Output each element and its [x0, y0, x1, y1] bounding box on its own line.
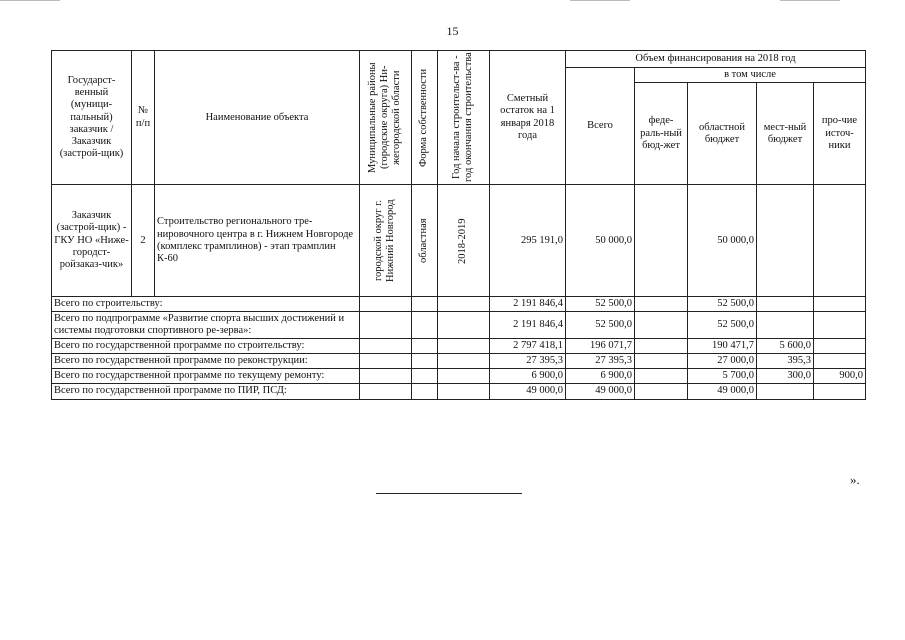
- header-district-text: Муниципальные районы (городские округа) Ни-жегородской области: [367, 62, 403, 173]
- object-ownership-text: областная: [418, 218, 430, 263]
- empty-cell: [412, 384, 438, 399]
- object-total: 50 000,0: [566, 185, 635, 297]
- object-customer: Заказчик (застрой-щик) - ГКУ НО «Ниже-городст-ройзаказ-чик»: [52, 185, 132, 297]
- summary-label: Всего по государственной программе по реконструкции:: [52, 354, 360, 369]
- summary-row-repair: [52, 369, 866, 384]
- summary-regional: 190 471,7: [688, 339, 757, 354]
- summary-federal: [635, 297, 688, 312]
- header-total: Всего: [566, 68, 635, 185]
- empty-cell: [412, 354, 438, 369]
- empty-cell: [360, 384, 412, 399]
- object-ownership: [412, 185, 438, 297]
- object-years: [438, 185, 490, 297]
- header-local: мест-ный бюджет: [757, 83, 814, 185]
- empty-cell: [438, 297, 490, 312]
- empty-cell: [360, 297, 412, 312]
- object-district-text: городской округ г. Нижний Новгород: [373, 199, 397, 282]
- summary-row-reconstruction: [52, 354, 866, 369]
- summary-local: 300,0: [757, 369, 814, 384]
- header-ownership: [412, 51, 438, 185]
- summary-label: Всего по государственной программе по текущему ремонту:: [52, 369, 360, 384]
- header-district: [360, 51, 412, 185]
- summary-federal: [635, 384, 688, 399]
- header-years-text: Год начала строительст-ва - год окончания строительства: [451, 52, 475, 183]
- object-name: Строительство регионального тре-нировочного центра в г. Нижнем Новгороде (комплекс трамплинов) - этап трамплин К-60: [155, 185, 360, 297]
- summary-regional: 52 500,0: [688, 297, 757, 312]
- summary-local: [757, 384, 814, 399]
- summary-federal: [635, 369, 688, 384]
- scan-edge-mark: [0, 0, 60, 1]
- summary-remainder: 2 797 418,1: [490, 339, 566, 354]
- summary-row-design: [52, 384, 866, 399]
- header-regional: областной бюджет: [688, 83, 757, 185]
- summary-local: [757, 297, 814, 312]
- summary-remainder: 6 900,0: [490, 369, 566, 384]
- summary-label: Всего по подпрограмме «Развитие спорта высших достижений и системы подготовки спортивного ре-зерва»:: [52, 312, 360, 339]
- summary-local: 395,3: [757, 354, 814, 369]
- header-remainder: Сметный остаток на 1 января 2018 года: [490, 51, 566, 185]
- header-ownership-text: Форма собственности: [418, 68, 430, 167]
- summary-remainder: 49 000,0: [490, 384, 566, 399]
- object-other: [814, 185, 866, 297]
- header-years: [438, 51, 490, 185]
- summary-label: Всего по государственной программе по строительству:: [52, 339, 360, 354]
- header-including: в том числе: [635, 68, 866, 83]
- object-local: [757, 185, 814, 297]
- empty-cell: [412, 369, 438, 384]
- summary-total: 196 071,7: [566, 339, 635, 354]
- empty-cell: [360, 354, 412, 369]
- summary-other: [814, 312, 866, 339]
- summary-total: 49 000,0: [566, 384, 635, 399]
- summary-regional: 5 700,0: [688, 369, 757, 384]
- header-num: № п/п: [132, 51, 155, 185]
- summary-other: 900,0: [814, 369, 866, 384]
- scan-edge-mark: [780, 0, 840, 1]
- empty-cell: [360, 339, 412, 354]
- empty-cell: [360, 312, 412, 339]
- financing-table: [51, 50, 866, 400]
- empty-cell: [412, 297, 438, 312]
- summary-row-program-construction: [52, 339, 866, 354]
- summary-total: 6 900,0: [566, 369, 635, 384]
- summary-total: 52 500,0: [566, 297, 635, 312]
- header-federal: феде-раль-ный бюд-жет: [635, 83, 688, 185]
- summary-regional: 52 500,0: [688, 312, 757, 339]
- object-num: 2: [132, 185, 155, 297]
- summary-label: Всего по строительству:: [52, 297, 360, 312]
- empty-cell: [360, 369, 412, 384]
- summary-other: [814, 384, 866, 399]
- empty-cell: [438, 354, 490, 369]
- scan-edge-mark: [570, 0, 630, 1]
- object-row: [52, 185, 866, 297]
- summary-regional: 27 000,0: [688, 354, 757, 369]
- empty-cell: [438, 384, 490, 399]
- empty-cell: [412, 312, 438, 339]
- empty-cell: [438, 369, 490, 384]
- header-object-name: Наименование объекта: [155, 51, 360, 185]
- header-customer: Государст-венный (муници-пальный) заказчик / Заказчик (застрой-щик): [52, 51, 132, 185]
- summary-other: [814, 354, 866, 369]
- summary-federal: [635, 312, 688, 339]
- empty-cell: [438, 312, 490, 339]
- object-remainder: 295 191,0: [490, 185, 566, 297]
- summary-total: 27 395,3: [566, 354, 635, 369]
- summary-row-construction: [52, 297, 866, 312]
- footer-separator-line: [376, 493, 522, 494]
- summary-label: Всего по государственной программе по ПИР, ПСД:: [52, 384, 360, 399]
- header-row-1: [52, 51, 866, 68]
- header-funding-title: Объем финансирования на 2018 год: [566, 51, 866, 68]
- header-other: про-чие источ-ники: [814, 83, 866, 185]
- summary-remainder: 2 191 846,4: [490, 297, 566, 312]
- object-years-text: 2018-2019: [457, 217, 469, 264]
- summary-row-subprogram: [52, 312, 866, 339]
- summary-other: [814, 339, 866, 354]
- closing-quote: ».: [850, 472, 860, 487]
- page-number: 15: [446, 24, 459, 38]
- summary-remainder: 27 395,3: [490, 354, 566, 369]
- object-district: [360, 185, 412, 297]
- object-regional: 50 000,0: [688, 185, 757, 297]
- object-federal: [635, 185, 688, 297]
- summary-local: [757, 312, 814, 339]
- summary-regional: 49 000,0: [688, 384, 757, 399]
- empty-cell: [412, 339, 438, 354]
- summary-remainder: 2 191 846,4: [490, 312, 566, 339]
- summary-federal: [635, 339, 688, 354]
- summary-local: 5 600,0: [757, 339, 814, 354]
- summary-total: 52 500,0: [566, 312, 635, 339]
- summary-other: [814, 297, 866, 312]
- empty-cell: [438, 339, 490, 354]
- summary-federal: [635, 354, 688, 369]
